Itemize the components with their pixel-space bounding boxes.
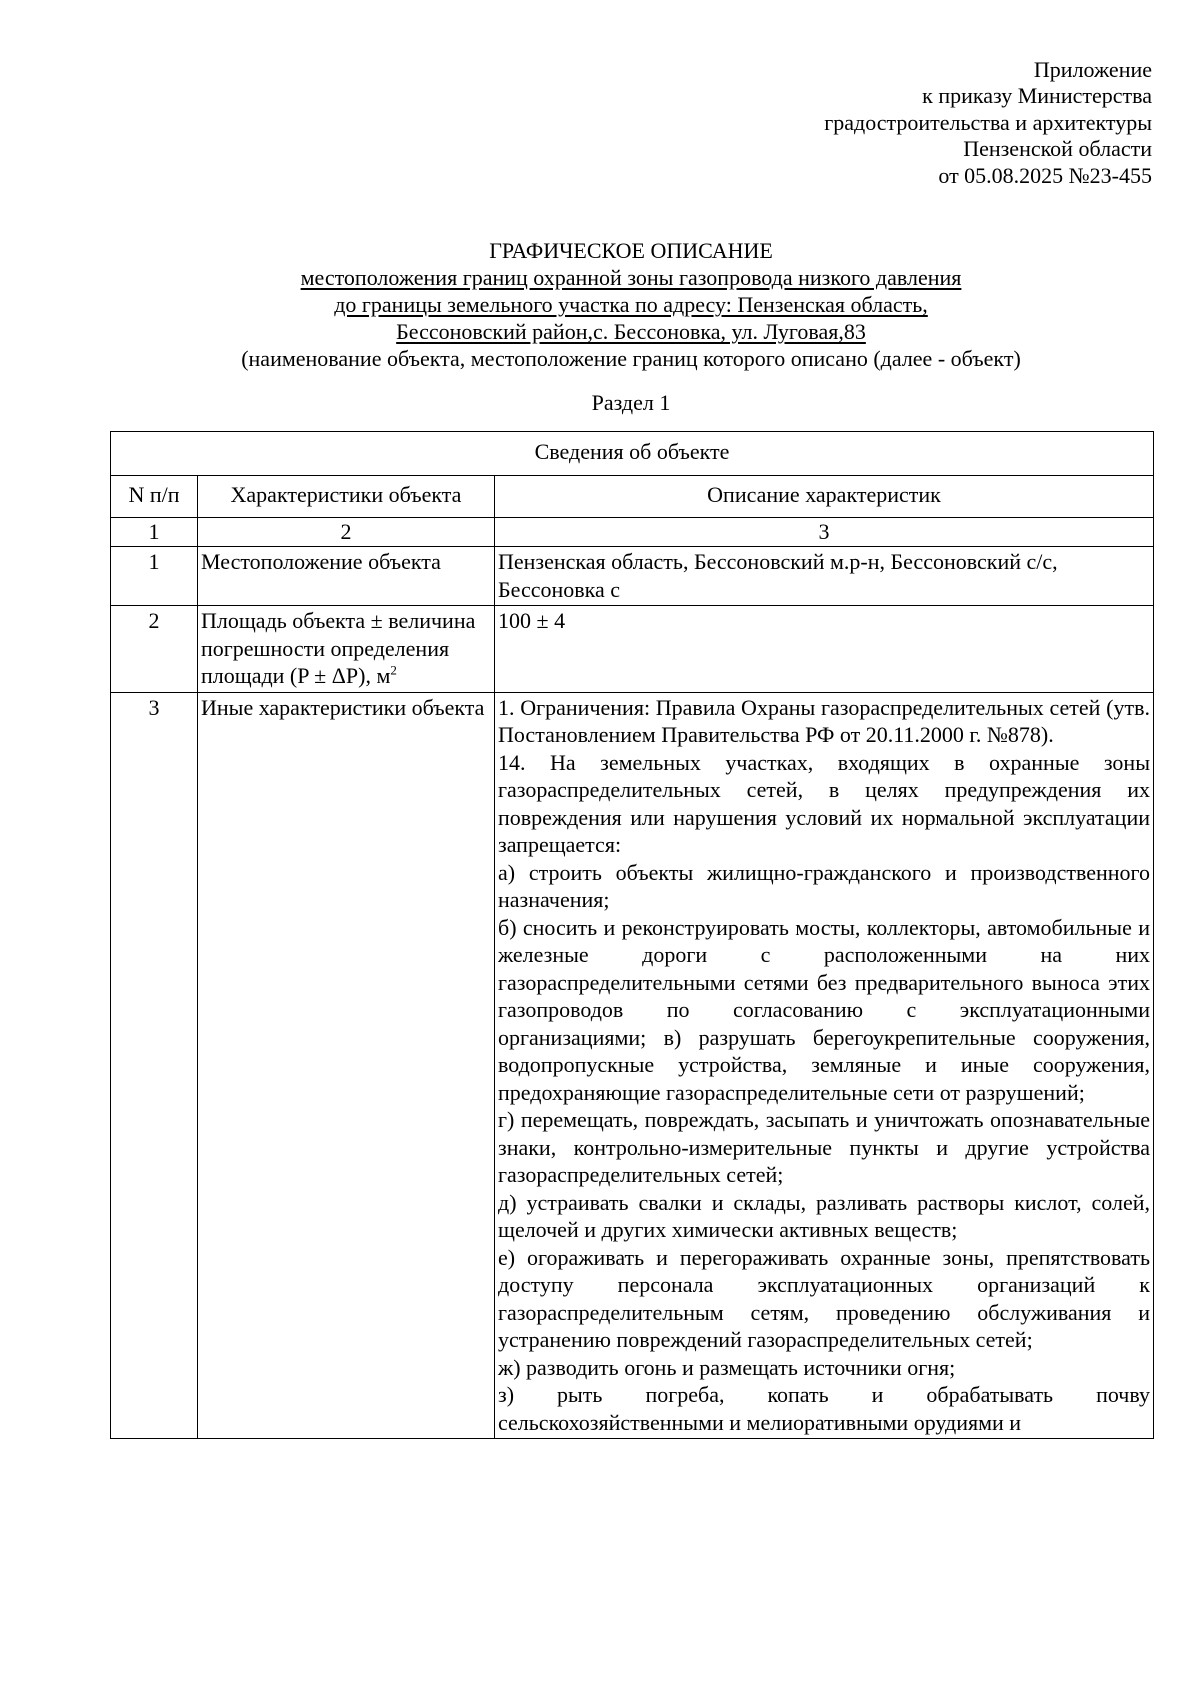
header-description: Описание характеристик	[495, 476, 1154, 518]
row-desc	[495, 606, 1154, 693]
col-number: 2	[198, 518, 495, 547]
col-number: 3	[495, 518, 1154, 547]
header-line: от 05.08.2025 №23-455	[938, 162, 1152, 188]
row-name: Иные характеристики объекта	[198, 692, 495, 1439]
row-desc	[495, 547, 1154, 606]
column-number-row	[111, 518, 1154, 547]
object-name-caption: (наименование объекта, местоположение границ которого описано (далее - объект)	[241, 346, 1021, 371]
desc-paragraph: г) перемещать, повреждать, засыпать и уничтожать опознавательные знаки, контрольно-измерительные пункты и другие устройства газораспределительных сетей;	[498, 1107, 1150, 1187]
row-name: Местоположение объекта	[198, 547, 495, 606]
header-line: градостроительства и архитектуры	[824, 109, 1152, 135]
object-name-line: до границы земельного участка по адресу: Пензенская область,	[334, 292, 928, 317]
header-num: N п/п	[111, 476, 198, 518]
row-name	[198, 606, 495, 693]
desc-paragraph: Пензенская область, Бессоновский м.р-н, Бессоновский с/с, Бессоновка с	[498, 549, 1058, 602]
table-row	[111, 547, 1154, 606]
header-characteristic: Характеристики объекта	[198, 476, 495, 518]
row-num: 2	[111, 606, 198, 693]
object-name-line: местоположения границ охранной зоны газопровода низкого давления	[300, 265, 962, 290]
document-title	[110, 237, 1152, 372]
row-name-text: Площадь объекта ± величина погрешности определения площади (P ± ΔP), м	[201, 608, 476, 688]
title-main: ГРАФИЧЕСКОЕ ОПИСАНИЕ	[489, 238, 773, 263]
desc-paragraph: б) сносить и реконструировать мосты, коллекторы, автомобильные и железные дороги с расположенными на них газораспределительными сетями без предварительного выноса этих газопроводов по согласованию с эксплуатационными организациями; в) разрушать берегоукрепительные сооружения, водопропускные устройства, земляные и иные сооружения, предохраняющие газораспределительные сети от разрушений;	[498, 914, 1150, 1105]
table-row	[111, 606, 1154, 693]
object-info-table	[110, 431, 1154, 1439]
row-desc	[495, 692, 1154, 1439]
desc-paragraph: з) рыть погреба, копать и обрабатывать почву сельскохозяйственными и мелиоративными орудиями и	[498, 1382, 1150, 1435]
desc-paragraph: а) строить объекты жилищно-гражданского и производственного назначения;	[498, 859, 1150, 912]
desc-paragraph: д) устраивать свалки и склады, разливать растворы кислот, солей, щелочей и других химически активных веществ;	[498, 1189, 1150, 1242]
approval-header	[552, 57, 1152, 189]
table-caption-row	[111, 432, 1154, 476]
object-name-line: Бессоновский район,с. Бессоновка, ул. Луговая,83	[396, 319, 866, 344]
table-header-row	[111, 476, 1154, 518]
table-caption: Сведения об объекте	[111, 432, 1154, 476]
col-number: 1	[111, 518, 198, 547]
desc-paragraph: 14. На земельных участках, входящих в охранные зоны газораспределительных сетей, в целях предупреждения их повреждения или нарушения условий их нормальной эксплуатации запрещается:	[498, 749, 1150, 857]
section-label: Раздел 1	[591, 390, 671, 415]
desc-paragraph: е) огораживать и перегораживать охранные зоны, препятствовать доступу персонала эксплуатационных организаций к газораспределительным сетям, проведению обслуживания и устранению повреждений газораспределительных сетей;	[498, 1244, 1150, 1352]
header-line: к приказу Министерства	[922, 83, 1152, 109]
header-line: Пензенской области	[963, 136, 1152, 162]
table-row	[111, 692, 1154, 1439]
desc-paragraph: ж) разводить огонь и размещать источники огня;	[498, 1354, 956, 1380]
header-line: Приложение	[1033, 57, 1152, 82]
desc-paragraph: 100 ± 4	[498, 608, 566, 633]
unit-superscript: 2	[390, 662, 397, 678]
row-num: 1	[111, 547, 198, 606]
row-num: 3	[111, 692, 198, 1439]
desc-paragraph: 1. Ограничения: Правила Охраны газораспределительных сетей (утв. Постановлением Правительства РФ от 20.11.2000 г. №878).	[498, 694, 1150, 747]
